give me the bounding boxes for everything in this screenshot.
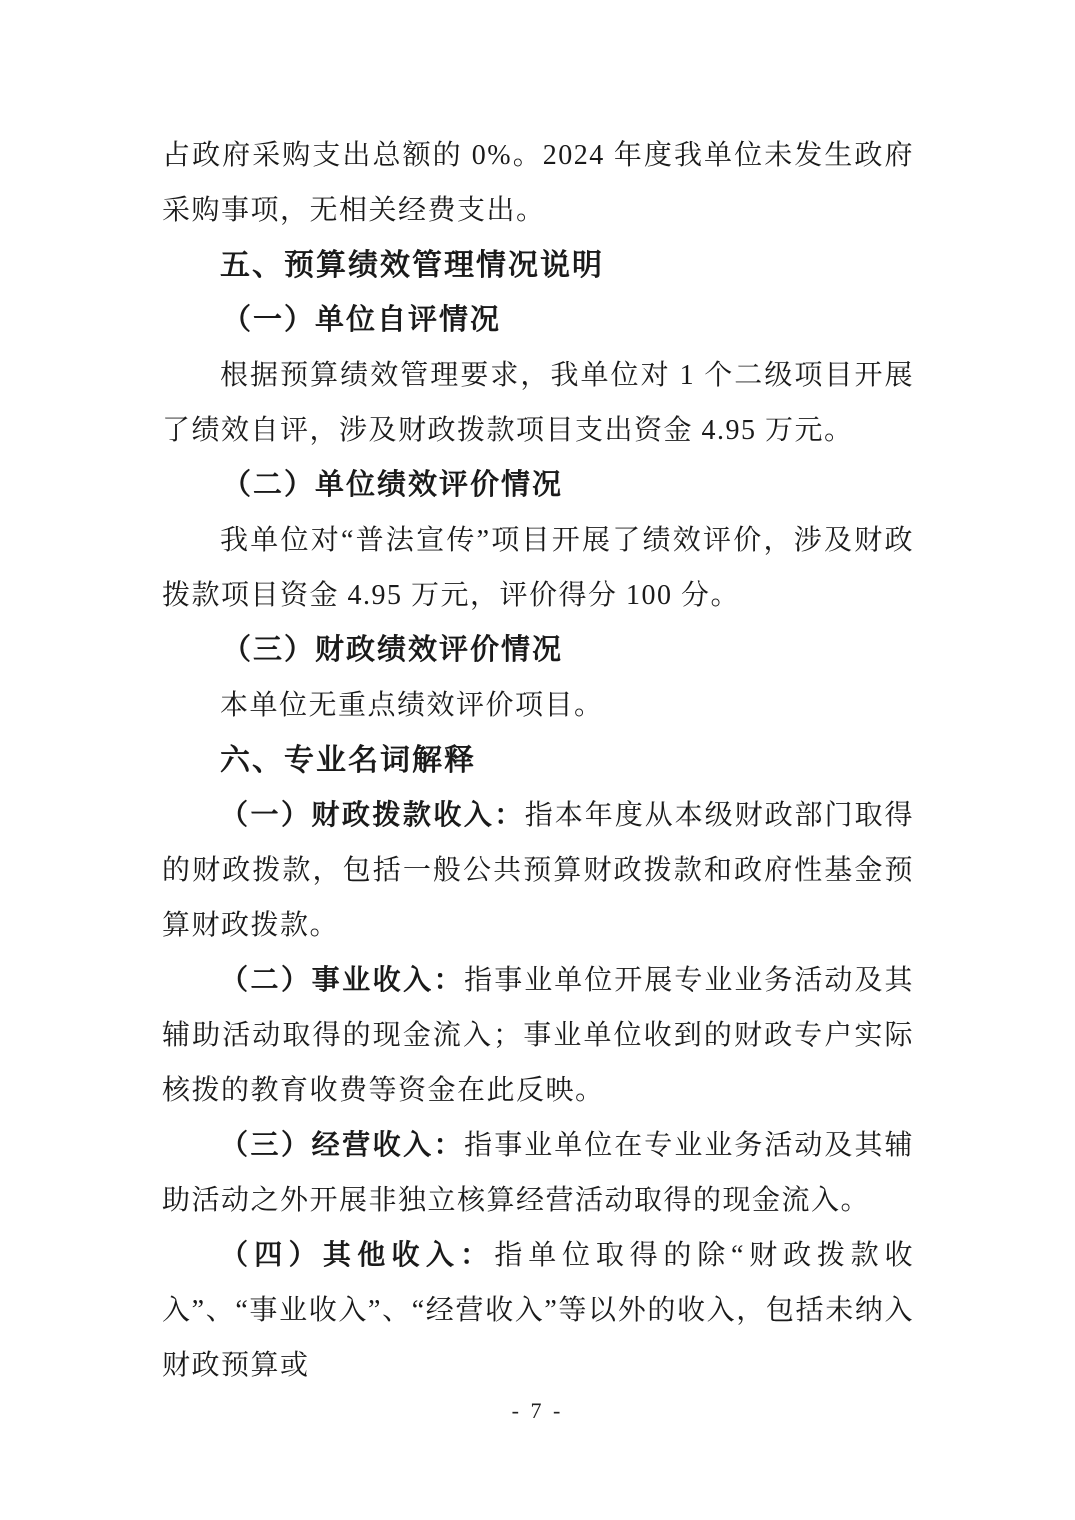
definition-text: 指本年度从本级财政部门取得的财政拨款，包括一般公共预算财政拨款和政府性基金预算财政拨款。 [162,800,914,941]
sub-heading: （二）单位绩效评价情况 [222,469,564,501]
body-paragraph: 本单位无重点绩效评价项目。 [220,690,604,721]
sub-heading: （三）财政绩效评价情况 [222,634,564,666]
page-number: - 7 - [511,1398,564,1423]
body-paragraph: 我单位对“普法宣传”项目开展了绩效评价，涉及财政拨款项目资金 4.95 万元，评价得分 100 分。 [162,525,914,611]
document-body [162,128,914,1393]
page-footer [0,1398,1075,1424]
definition-term: （四）其他收入： [220,1240,495,1271]
definition-text: 指事业单位在专业业务活动及其辅助活动之外开展非独立核算经营活动取得的现金流入。 [162,1130,914,1216]
definition-term: （一）财政拨款收入： [220,800,525,831]
definition-paragraph [162,1118,914,1228]
body-paragraph: 占政府采购支出总额的 0%。2024 年度我单位未发生政府采购事项，无相关经费支出。 [162,140,914,226]
definition-text: 指单位取得的除“财政拨款收入”、“事业收入”、“经营收入”等以外的收入，包括未纳入财政预算或 [162,1240,914,1381]
definition-paragraph [162,953,914,1118]
sub-heading: （一）单位自评情况 [222,304,502,336]
section-heading: 六、专业名词解释 [220,744,476,777]
body-paragraph: 根据预算绩效管理要求，我单位对 1 个二级项目开展了绩效自评，涉及财政拨款项目支出资金 4.95 万元。 [162,360,914,446]
definition-text: 指事业单位开展专业业务活动及其辅助活动取得的现金流入；事业单位收到的财政专户实际核拨的教育收费等资金在此反映。 [162,965,914,1106]
definition-term: （三）经营收入： [220,1130,465,1161]
definition-term: （二）事业收入： [220,965,465,996]
section-heading: 五、预算绩效管理情况说明 [220,249,604,282]
definition-paragraph [162,788,914,953]
definition-paragraph [162,1228,914,1393]
